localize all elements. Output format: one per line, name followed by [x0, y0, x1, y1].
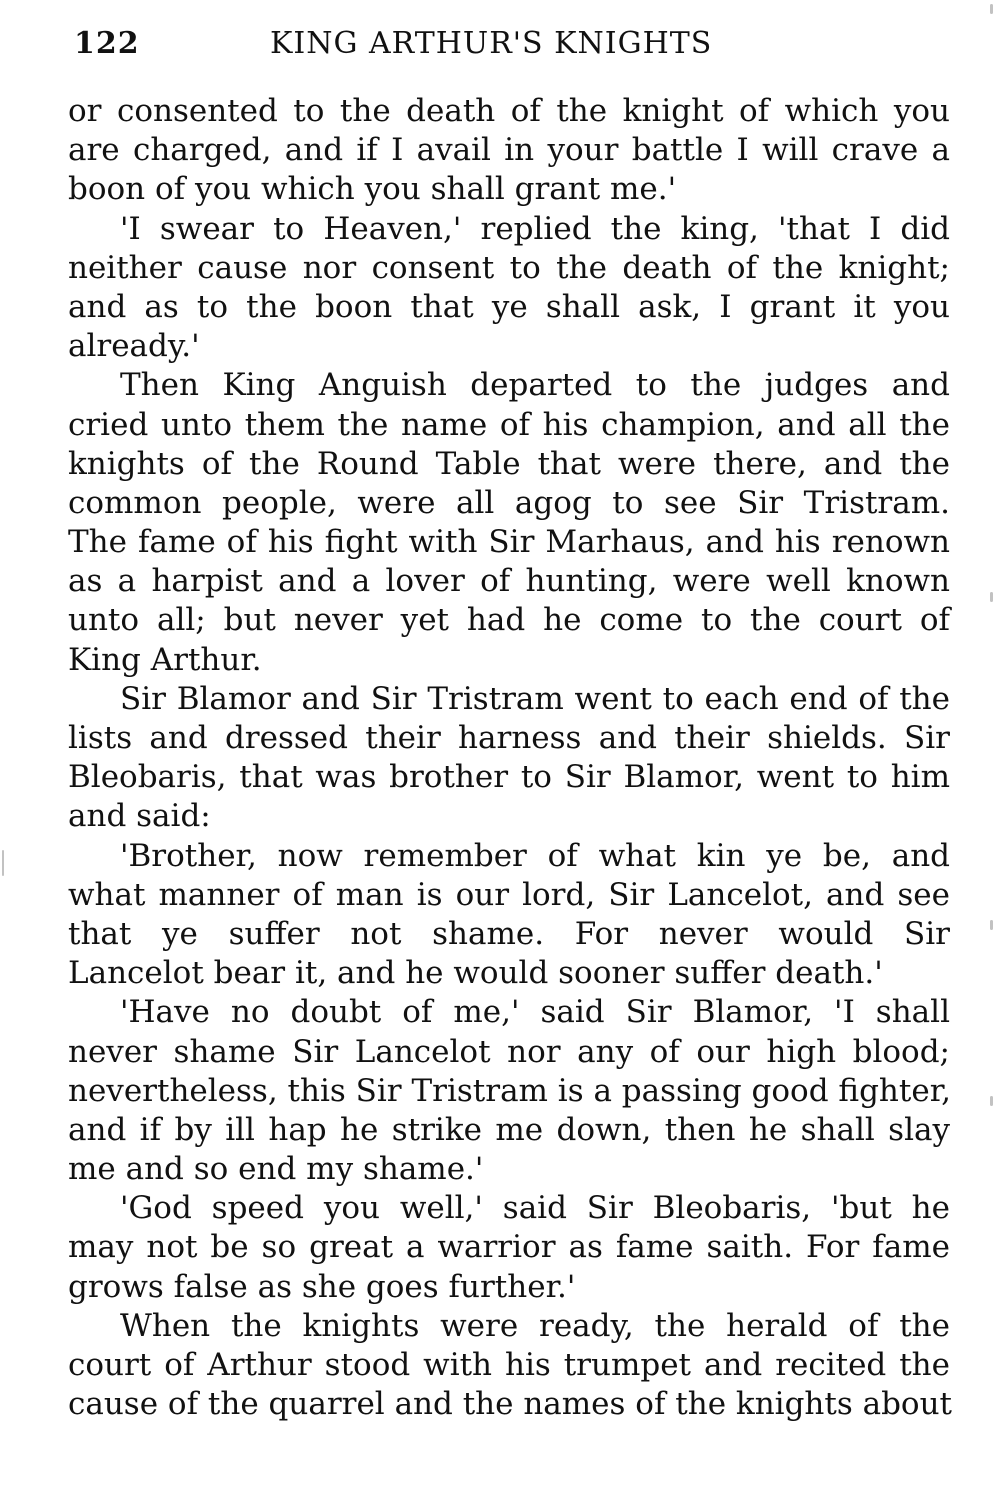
- scan-speck: [990, 592, 993, 602]
- text-line: 'Brother, now remember of what kin ye be, and: [120, 837, 950, 874]
- text-line: neither cause nor consent to the death of the knight;: [68, 249, 950, 286]
- text-line: boon of you which you shall grant me.': [68, 171, 677, 208]
- page-number: 122: [74, 26, 140, 61]
- text-line: and said:: [68, 798, 211, 835]
- text-line: knights of the Round Table that were there, and the: [68, 445, 950, 482]
- text-line: lists and dressed their harness and their shields. Sir: [68, 720, 950, 756]
- scan-speck: [990, 920, 993, 930]
- text-line: nevertheless, this Sir Tristram is a passing good fighter,: [68, 1072, 951, 1109]
- text-line: already.': [68, 328, 200, 365]
- text-line: Sir Blamor and Sir Tristram went to each end of the: [120, 680, 950, 717]
- running-title: KING ARTHUR'S KNIGHTS: [270, 26, 713, 61]
- text-line: 'I swear to Heaven,' replied the king, 'that I did: [120, 210, 950, 247]
- text-line: King Arthur.: [68, 641, 262, 678]
- page-header: [74, 26, 774, 76]
- text-line: me and so end my shame.': [68, 1151, 484, 1188]
- text-line: common people, were all agog to see Sir Tristram.: [68, 484, 950, 521]
- text-line: never shame Sir Lancelot nor any of our high blood;: [68, 1033, 950, 1070]
- text-line: court of Arthur stood with his trumpet and recited the: [68, 1347, 950, 1383]
- text-line: 'God speed you well,' said Sir Bleobaris, 'but he: [120, 1190, 950, 1227]
- text-line: and as to the boon that ye shall ask, I grant it you: [68, 288, 950, 325]
- text-line: Then King Anguish departed to the judges and: [120, 367, 950, 404]
- text-line: and if by ill hap he strike me down, then he shall slay: [68, 1111, 950, 1148]
- text-line: When the knights were ready, the herald of the: [120, 1307, 950, 1344]
- scan-speck: [990, 1096, 993, 1106]
- text-line: The fame of his fight with Sir Marhaus, and his renown: [68, 524, 950, 561]
- text-line: what manner of man is our lord, Sir Lancelot, and see: [68, 876, 950, 913]
- text-line: grows false as she goes further.': [68, 1268, 576, 1305]
- text-line: 'Have no doubt of me,' said Sir Blamor, 'I shall: [120, 994, 950, 1031]
- body-text: [68, 92, 953, 1424]
- text-line: may not be so great a warrior as fame saith. For fame: [68, 1229, 950, 1266]
- text-line: that ye suffer not shame. For never would Sir: [68, 915, 950, 952]
- text-line: Lancelot bear it, and he would sooner suffer death.': [68, 955, 883, 992]
- text-line: or consented to the death of the knight of which you: [68, 93, 950, 129]
- text-line: cried unto them the name of his champion, and all the: [68, 406, 950, 443]
- text-line: unto all; but never yet had he come to the court of: [68, 602, 950, 639]
- scan-speck: [2, 850, 4, 876]
- text-line: as a harpist and a lover of hunting, were well known: [68, 563, 950, 600]
- text-line: cause of the quarrel and the names of the knights about: [68, 1386, 953, 1423]
- scan-speck: [990, 4, 993, 14]
- text-line: are charged, and if I avail in your battle I will crave a: [68, 132, 950, 169]
- text-line: Bleobaris, that was brother to Sir Blamor, went to him: [68, 759, 950, 796]
